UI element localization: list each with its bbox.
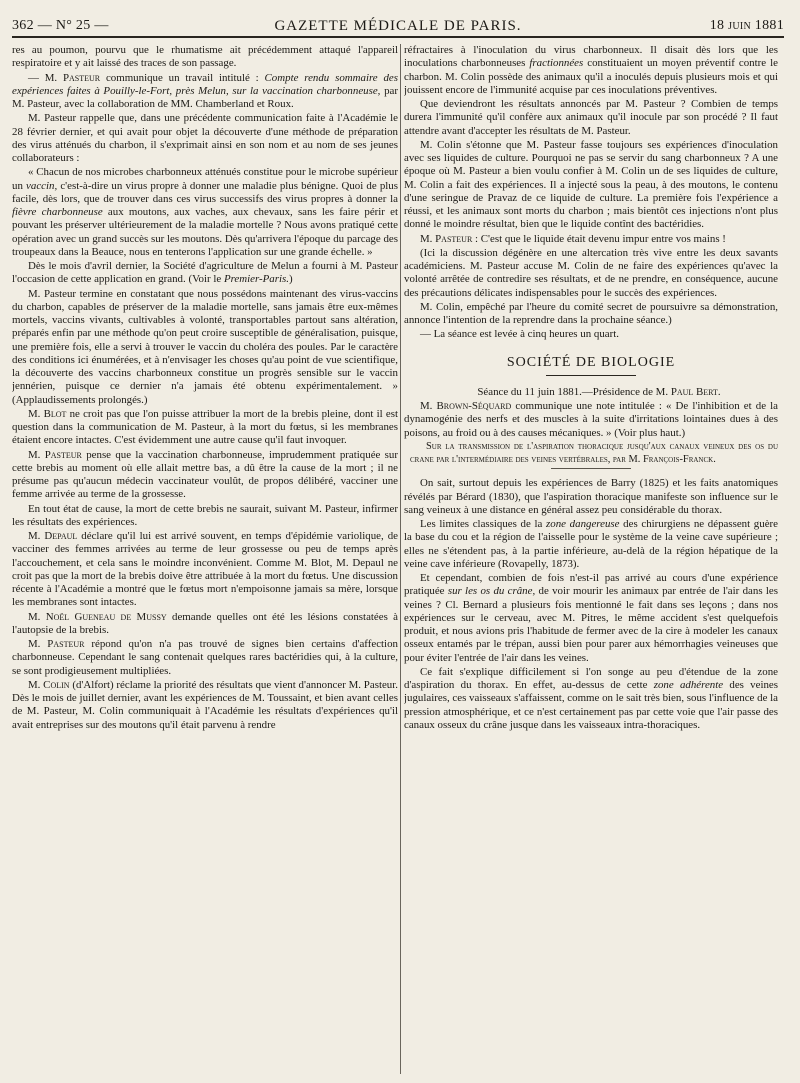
heading-text: Sur la transmission de l'aspiration thoracique jusqu'aux canaux veineux des os du crane par l'intermédiaire des veines vertébrales, par M.: [410, 440, 778, 465]
paragraph: [404, 572, 778, 665]
text: M. Pasteur rappelle que, dans une précédente communication faite à l'Académie le 28 février dernier, et qui avait pour objet la découverte d'une méthode de préparation des virus atténués du charbon, il s'exprimait ainsi en son nom et au nom de ses jeunes collaborateurs :: [12, 112, 398, 164]
paragraph: [404, 98, 778, 138]
page-header: [12, 12, 784, 34]
right-column: [404, 44, 778, 1074]
text: aux moutons, aux vaches, aux chevaux, sans les faire périr et pouvant les préserver ultérieurement de la maladie mortelle ? Nous avons pratiqué cette opération avec un grand succès sur les moutons. Dès qu'arrivera l'époque du parcage des troupeaux dans la Beauce, nous en tenterons l'application sur une grande échelle. »: [12, 206, 398, 258]
column-divider: [400, 44, 401, 1074]
author-name: François-Franck.: [642, 453, 716, 465]
page-number: 362: [12, 18, 34, 33]
speaker-name: M. Pasteur: [28, 638, 85, 650]
speaker-name: M. Pasteur: [28, 448, 82, 461]
speaker-name: M. Depaul: [28, 530, 78, 542]
emphasis: fièvre charbonneuse: [12, 206, 103, 218]
text: constituaient un moyen préventif contre le charbon. M. Colin possède des animaux qu'il a inoculés depuis plusieurs mois et qui jouissent encore de l'immunité acquise par ces inoculations préventives.: [404, 57, 778, 96]
text: En tout état de cause, la mort de cette brebis ne saurait, suivant M. Pasteur, infirmer les résultats des expériences.: [12, 502, 398, 528]
speaker-name: M. Noël Gueneau de Mussy: [28, 610, 167, 623]
paragraph: [404, 139, 778, 232]
text: res au poumon, pourvu que le rhumatisme ait précédemment attaqué l'appareil respiratoire et y ait laissé des traces de son passage.: [12, 44, 398, 70]
speaker-name: M. Brown-Séquard: [420, 400, 512, 412]
text: déclare qu'il lui est arrivé souvent, en temps d'épidémie variolique, de vacciner des femmes arrivées au terme de leur grossesse ou peu de temps après l'accouchement, et cela sans le moindre inconvénient. Comme M. Blot, M. Depaul ne croit pas que la mort de la brebis doive être attribuée à la mort du fœtus. Une discussion récente à l'Académie a montré que le fœtus mort n'empoisonne jamais sa mère, lorsque les membranes sont intactes.: [12, 530, 398, 609]
paragraph: [12, 260, 398, 287]
paragraph: [404, 247, 778, 300]
paragraph: [404, 400, 778, 440]
header-rule: [12, 36, 784, 38]
speaker-name: M. Pasteur: [420, 232, 473, 245]
speaker-name: M. Colin: [28, 678, 70, 691]
issue-date: [710, 18, 784, 34]
paragraph: [404, 518, 778, 571]
text: Séance du 11 juin 1881.—Présidence de M.: [477, 385, 671, 398]
text: communique un travail intitulé :: [100, 71, 265, 84]
paragraph: [12, 679, 398, 732]
text: — La séance est levée à cinq heures un quart.: [420, 328, 619, 341]
paragraph: [404, 477, 778, 517]
text: Que deviendront les résultats annoncés par M. Pasteur ? Combien de temps durera l'immunité qu'il confère aux animaux qu'il inocule par son procédé ? Il faut attendre avant d'accepter les résultats de M. Pasteur.: [404, 98, 778, 137]
emphasis: Premier-Paris.: [223, 273, 289, 286]
section-title: SOCIÉTÉ DE BIOLOGIE: [506, 354, 676, 370]
paragraph: [12, 408, 398, 448]
text: — M.: [28, 71, 63, 84]
emphasis: zone dangereuse: [546, 518, 620, 531]
text: répond qu'on n'a pas trouvé de signes bien certains d'affection charbonneuse. Cependant le sang contenait quelques rares bactéridies qui, à la culture, se sont prodigieusement multipliées.: [12, 638, 398, 677]
text: ): [288, 273, 293, 286]
text: Ce fait s'explique difficilement si l'on songe au peu d'étendue de la zone d'aspiration du thorax. En effet, au-dessus de cette: [404, 665, 778, 692]
article-heading: [404, 441, 778, 467]
text: par M. Pasteur, avec la collaboration de MM. Chamberland et Roux.: [12, 84, 398, 110]
section-rule: [546, 375, 636, 376]
issue-number: — N° 25 —: [37, 18, 109, 33]
text: Les limites classiques de la: [420, 518, 547, 531]
text: de voir mourir les animaux par entrée de l'air dans les veines ? Cl. Bernard a plusieurs fois mentionné le fait dans ses leçons ; dans nos expériences sur le cerveau, avec M. Pitres, le même accident s'est quelquefois produit, et nous avions pris l'habitude de fermer avec de la cire à modeler les canaux osseux entamés par le trépan, aussi bien pour parer aux hémorrhagies veineuses que pour éviter l'entrée de l'air dans les veines.: [404, 585, 778, 664]
paragraph: [12, 72, 398, 112]
date-text: 18 juin 1881: [709, 18, 784, 33]
paragraph: [12, 503, 398, 530]
text: Dès le mois d'avril dernier, la Société d'agriculture de Melun a fourni à M. Pasteur l'occasion de cette application en grand. (Voir le: [12, 260, 398, 286]
left-column: [12, 44, 398, 1074]
text: (d'Alfort) réclame la priorité des résultats que vient d'annoncer M. Pasteur. Dès le mois de juillet dernier, avant les expériences de M. Toussaint, et bien avant celles de M. Pasteur, M. Colin communiquait à l'Académie les résultats d'expériences qu'il avait entreprises sur des moutons qu'il était parvenu à rendre: [12, 678, 398, 731]
paragraph: [12, 530, 398, 610]
paragraph: [12, 112, 398, 165]
journal-title: GAZETTE MÉDICALE DE PARIS.: [274, 18, 522, 34]
paragraph: [404, 328, 778, 341]
text: des chirurgiens ne dépassent guère la base du cou et la région de l'aisselle pour le système de la veine cave supérieure ; elles ne s'étendent pas, à la partie inférieure, au-delà de la région hépatique de la veine cave inférieure (Rovapelly, 1873).: [404, 518, 778, 570]
text: ne croit pas que l'on puisse attribuer la mort de la brebis pleine, dont il est question dans la communication de M. Pasteur, à la mort du fœtus, si les membranes étaient encore intactes. C'est évidemment une autre cause qu'il faut invoquer.: [12, 407, 398, 447]
text: « Chacun de nos microbes charbonneux atténués constitue pour le microbe supérieur un: [12, 166, 398, 192]
work-title: Compte rendu sommaire des expériences faites à Pouilly-le-Fort, près Melun, sur la vaccination charbonneuse,: [12, 71, 398, 97]
speaker-name: M. Blot: [28, 407, 67, 420]
president-name: Paul Bert.: [670, 385, 721, 398]
text: On sait, surtout depuis les expériences de Barry (1825) et les faits anatomiques révélés par Bérard (1830), que l'aspiration thoracique manifeste son influence sur le sang veineux à une distance en général assez peu considérable du thorax.: [404, 477, 778, 516]
text: réfractaires à l'inoculation du virus charbonneux. Il disait dès lors que les inoculations charbonneuses: [404, 44, 778, 70]
text: Et cependant, combien de fois n'est-il pas arrivé au cours d'une expérience pratiquée: [404, 572, 778, 598]
paragraph: [12, 449, 398, 502]
quote-paragraph: [12, 166, 398, 259]
paragraph: [12, 611, 398, 638]
emphasis: vaccin,: [26, 179, 58, 192]
text: M. Pasteur termine en constatant que nous possédons maintenant des virus-vaccins du charbon, capables de préserver de la maladie mortelle, sans jamais être eux-mêmes mortels, vaccins vivants, cultivables à volonté, transportables partout sans altération, préparés enfin par une méthode qu'on peut croire susceptible de généralisation, puisque, une première fois, elle a servi à trouver le vaccin du choléra des poules. Par le caractère des conditions ici énumérées, et à n'envisager les choses qu'au point de vue scientifique, la découverte des vaccins charbonneux constitue un progrès sensible sur le vaccin jennérien, puisque ce dernier n'a jamais été obtenu expérimentalement. » (Applaudissements prolongés.): [12, 287, 398, 406]
paragraph: [12, 44, 398, 71]
emphasis: sur les os du crâne,: [447, 585, 536, 598]
speaker-name: Pasteur: [62, 71, 101, 84]
paragraph: [12, 638, 398, 678]
text: communique une note intitulée : « De l'inhibition et de la dynamogénie des nerfs et des muscles à la suite d'irritations lointaines dues à des poisons, au froid ou à des causes mécaniques. » (Voir plus haut.): [404, 400, 778, 439]
text: M. Colin s'étonne que M. Pasteur fasse toujours ses expériences d'inoculation avec ses liquides de culture. Pourquoi ne pas se servir du sang charbonneux ? A une époque où M. Pasteur a bien voulu confier à M. Colin un de ses liquides de culture, M. Colin a fait des expériences. Il a injecté sous la peau, à des moutons, le contenu d'une seringue de Pravaz de ce liquide de culture. La première fois l'expérience a réussi, et les animaux sont morts du charbon ; mais bientôt ces injections n'ont plus donné le moindre résultat, bien que le liquide contînt des bactéridies.: [404, 138, 778, 231]
session-line: [404, 386, 778, 399]
text: demande quelles ont été les lésions constatées à l'autopsie de la brebis.: [12, 610, 398, 636]
paragraph: [404, 666, 778, 732]
text: c'est-à-dire un virus propre à donner une maladie plus bénigne. Quoi de plus facile, dès lors, que de trouver dans ces virus successifs des virus propres à donner la: [12, 179, 398, 205]
paragraph: [12, 288, 398, 407]
text: des veines jugulaires, ces vaisseaux s'affaissent, comme on le sait très bien, sous l'influence de la pression atmosphérique, et ce n'est certainement pas par cette voie que l'air passe des canaux osseux du crâne jusque dans les vaisseaux intra-thoraciques.: [404, 679, 778, 731]
paragraph: [404, 44, 778, 97]
paragraph: [404, 301, 778, 328]
text: pense que la vaccination charbonneuse, imprudemment pratiquée sur cette brebis au moment où elle allait mettre bas, a dû être la cause de la mort ; il ne présume pas qu'aucun médecin vaccinateur voulût, de propos délibéré, vacciner une femme arrivée au terme de la grossesse.: [12, 448, 398, 501]
text: (Ici la discussion dégénère en une altercation très vive entre les deux savants académiciens. M. Pasteur accuse M. Colin de ne faire des expériences qu'avec la volonté arrêtée de contredire ses résultats, et de ne prendre, en conséquence, aucune des précautions délicates indispensables pour le succès des expériences.: [404, 246, 778, 299]
text: M. Colin, empêché par l'heure du comité secret de poursuivre sa démonstration, annonce l'intention de la reprendre dans la prochaine séance.): [404, 300, 778, 326]
emphasis: fractionnées: [529, 57, 584, 70]
paragraph: [404, 233, 778, 246]
emphasis: zone adhérente: [653, 679, 724, 692]
heading-rule: [551, 468, 631, 469]
text: : C'est que le liquide était devenu impur entre vos mains !: [472, 232, 726, 245]
